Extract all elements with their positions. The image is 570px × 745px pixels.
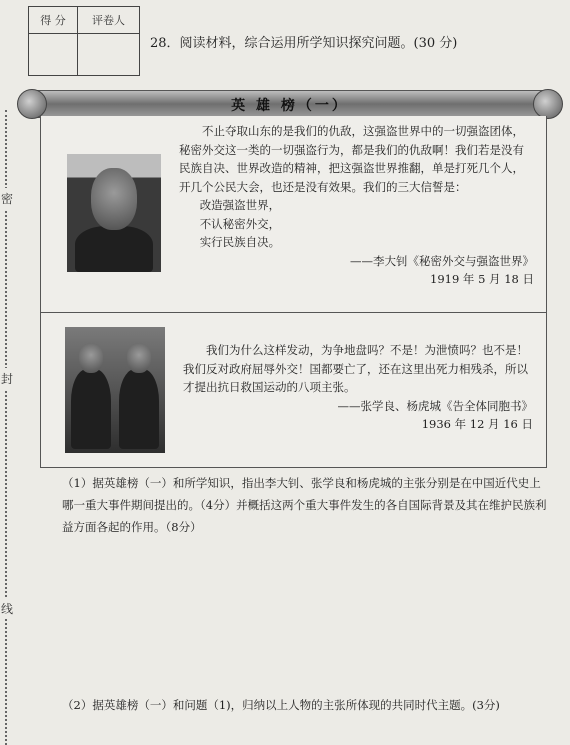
panel-li-dazhao <box>40 116 547 313</box>
quote-zhang-yang <box>183 341 533 434</box>
grader-cell[interactable] <box>78 34 140 76</box>
quote-zy-date: 1936 年 12 月 16 日 <box>421 417 533 431</box>
score-cell[interactable] <box>29 34 78 76</box>
seal-char-mi: 密 <box>1 188 13 209</box>
portrait-face <box>91 168 137 230</box>
seal-char-feng: 封 <box>1 368 13 389</box>
score-box <box>28 6 140 76</box>
vow-2: 不认秘密外交， <box>199 216 281 231</box>
vow-3: 实行民族自决。 <box>199 235 281 249</box>
question-title: 28．阅读材料，综合运用所学知识探究问题。(30 分) <box>150 36 458 51</box>
quote-zy-para: 我们为什么这样发动，为争地盘吗？不是！为泄愤吗？也不是！我们反对政府屈辱外交！国都要亡了，还在这里出死力相残杀，所以才提出抗日救国运动的八项主张。 <box>183 343 528 394</box>
seal-char-xian: 线 <box>1 598 13 619</box>
quote-li-para: 不止夺取山东的是我们的仇敌，这强盗世界中的一切强盗团体，秘密外交这一类的一切强盗行为，都是我们的仇敌啊！我们若是没有民族自决、世界改造的精神，把这强盗世界推翻，单是打死几个人，开几个公民大会，也还是没有效果。我们的三大信誓是： <box>179 124 524 194</box>
vow-1: 改造强盗世界， <box>199 198 281 212</box>
quote-zy-source: ——张学良、杨虎城《告全体同胞书》 <box>337 398 533 413</box>
figure-left-face <box>79 343 103 373</box>
quote-li-date: 1919 年 5 月 18 日 <box>430 272 534 286</box>
figure-left-body <box>71 369 111 449</box>
grader-label: 评卷人 <box>78 7 140 34</box>
banner-scroll <box>24 90 556 118</box>
banner-title: 英 雄 榜（一） <box>231 98 349 114</box>
quote-li-source: ——李大钊《秘密外交与强盗世界》 <box>350 253 534 268</box>
score-label: 得 分 <box>29 7 78 34</box>
group-photo <box>65 327 165 453</box>
figure-right-body <box>119 369 159 449</box>
quote-li <box>179 122 534 289</box>
subquestion-1: （1）据英雄榜（一）和所学知识，指出李大钊、张学良和杨虎城的主张分别是在中国近代史上哪一重大事件期间提出的。（4分）并概括这两个重大事件发生的各自国际背景及其在维护民族利益方面各起的作用。（8分） <box>62 476 547 534</box>
subquestion-2: （2）据英雄榜（一）和问题（1)，归纳以上人物的主张所体现的共同时代主题。(3分) <box>62 698 500 712</box>
figure-right-face <box>127 343 151 373</box>
portrait-body <box>75 226 153 272</box>
portrait-photo <box>67 154 161 272</box>
panel-zhang-yang <box>40 312 547 468</box>
